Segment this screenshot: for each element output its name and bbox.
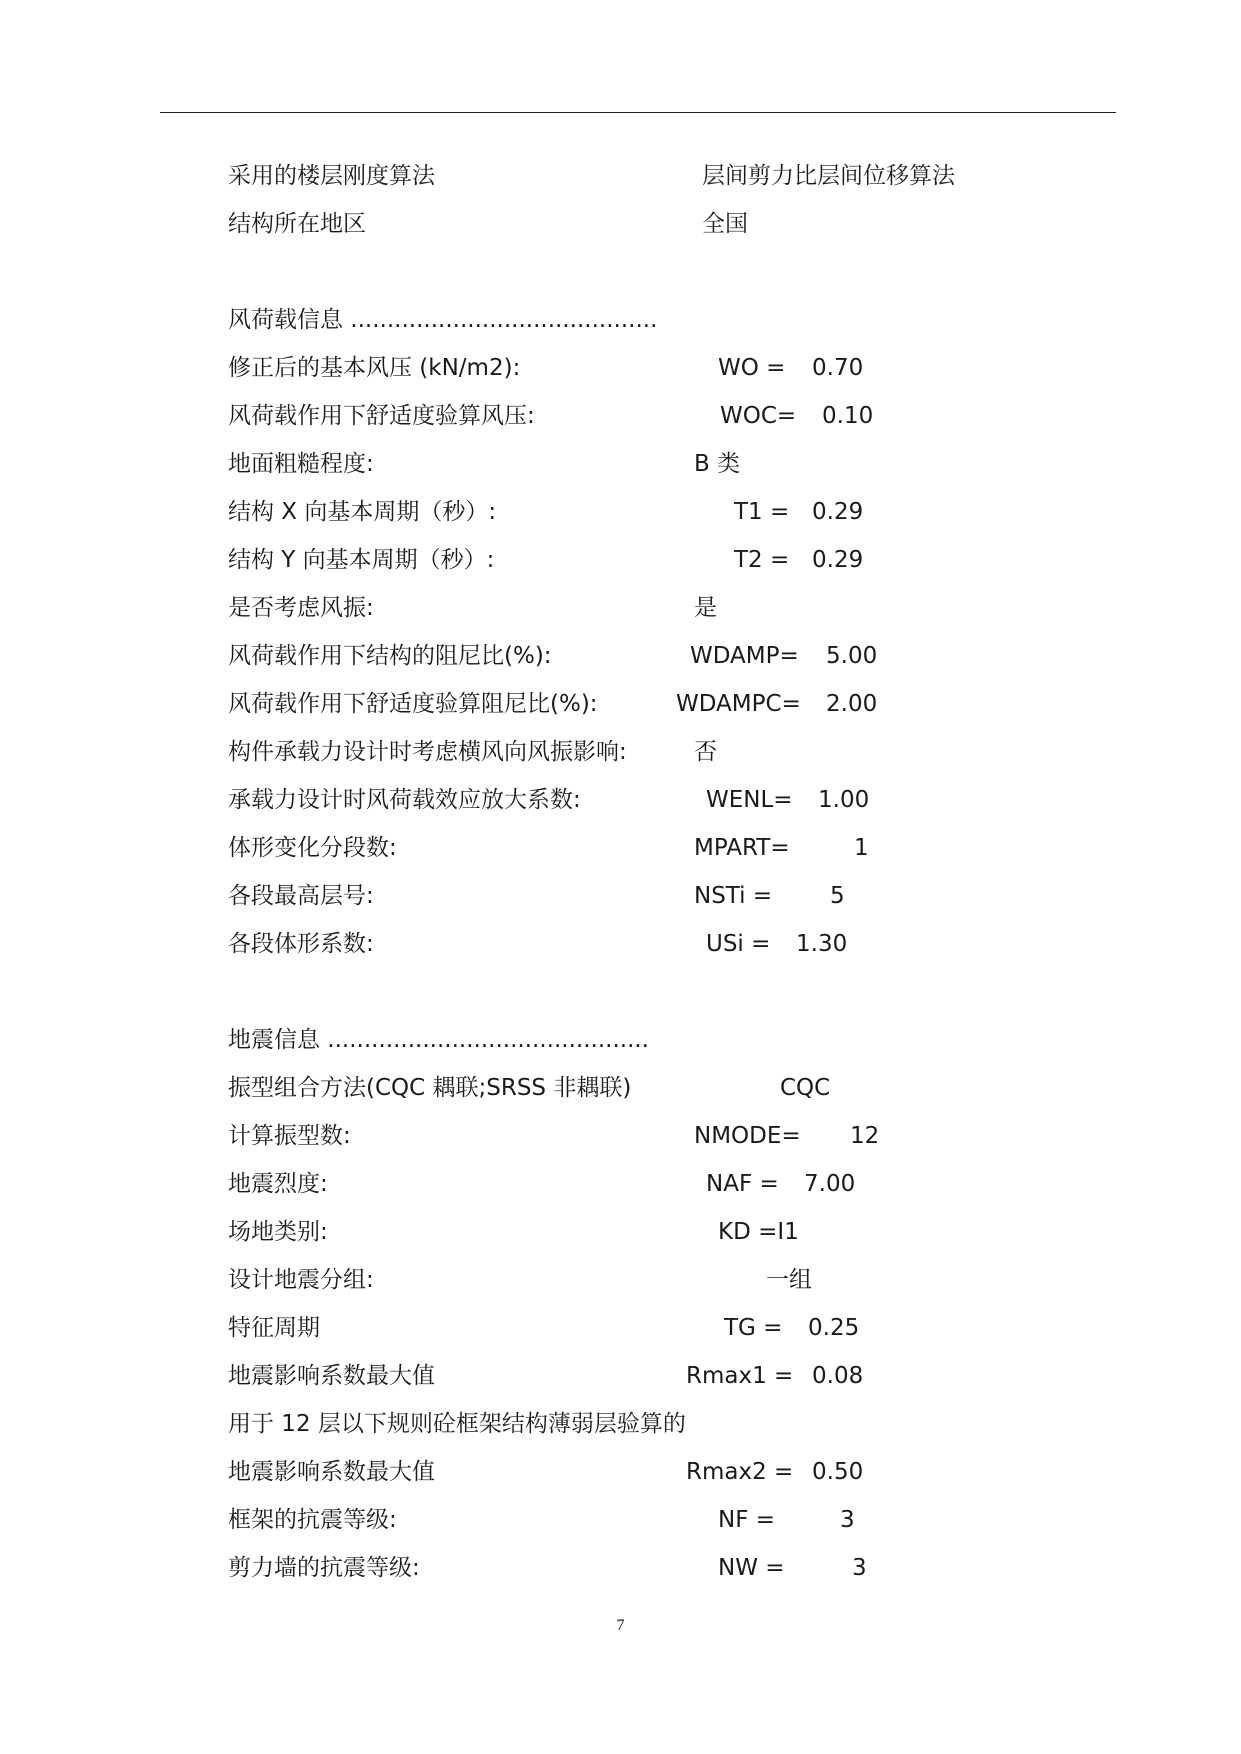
row-symbol: NW = — [718, 1555, 785, 1581]
row-label: 地震烈度: — [228, 1171, 328, 1197]
row-symbol: WO = — [718, 355, 786, 381]
row-symbol: WDAMPC= — [676, 691, 801, 717]
row-symbol: T2 = — [734, 547, 790, 573]
row-symbol: Rmax2 = — [686, 1459, 794, 1485]
row-label: 框架的抗震等级: — [228, 1507, 397, 1533]
row-value: B 类 — [694, 451, 741, 477]
row-value: 0.29 — [812, 547, 864, 573]
row-label: 地震影响系数最大值 — [228, 1459, 435, 1485]
row-label: 各段最高层号: — [228, 883, 374, 909]
row-symbol: NF = — [718, 1507, 776, 1533]
row-symbol: WOC= — [720, 403, 797, 429]
row-label: 是否考虑风振: — [228, 595, 374, 621]
row-symbol: WDAMP= — [690, 643, 799, 669]
section-title: 风荷载信息 .......................................... — [228, 307, 658, 333]
row-value: 12 — [850, 1123, 880, 1149]
row-label: 承载力设计时风荷载效应放大系数: — [228, 787, 581, 813]
row-value: 0.08 — [812, 1363, 864, 1389]
row-label: 地面粗糙程度: — [228, 451, 374, 477]
row-label: 振型组合方法(CQC 耦联;SRSS 非耦联) — [228, 1075, 632, 1101]
row-label: 特征周期 — [228, 1315, 320, 1341]
row-label: 各段体形系数: — [228, 931, 374, 957]
row-symbol: NAF = — [706, 1171, 779, 1197]
row-value: 一组 — [766, 1267, 812, 1293]
row-value: 7.00 — [804, 1171, 856, 1197]
row-value: 0.50 — [812, 1459, 864, 1485]
row-label: 结构 Y 向基本周期（秒）: — [228, 547, 495, 573]
row-symbol: Rmax1 = — [686, 1363, 794, 1389]
row-value: 全国 — [702, 211, 748, 237]
row-symbol: T1 = — [734, 499, 790, 525]
row-symbol: NMODE= — [694, 1123, 801, 1149]
row-value: 层间剪力比层间位移算法 — [702, 163, 955, 189]
row-label: 修正后的基本风压 (kN/m2): — [228, 355, 521, 381]
row-label: 计算振型数: — [228, 1123, 351, 1149]
row-symbol: USi = — [706, 931, 771, 957]
row-label: 风荷载作用下结构的阻尼比(%): — [228, 643, 552, 669]
row-label: 风荷载作用下舒适度验算风压: — [228, 403, 535, 429]
row-label: 设计地震分组: — [228, 1267, 374, 1293]
row-label: 结构所在地区 — [228, 211, 366, 237]
row-label: 构件承载力设计时考虑横风向风振影响: — [228, 739, 627, 765]
row-label: 地震影响系数最大值 — [228, 1363, 435, 1389]
row-symbol: TG = — [724, 1315, 783, 1341]
row-value: 3 — [852, 1555, 867, 1581]
row-label: 结构 X 向基本周期（秒）: — [228, 499, 497, 525]
row-value: 3 — [840, 1507, 855, 1533]
row-value: 是 — [694, 595, 717, 621]
row-label: 采用的楼层刚度算法 — [228, 163, 435, 189]
row-value: 否 — [694, 739, 717, 765]
row-value: 0.29 — [812, 499, 864, 525]
row-symbol: WENL= — [706, 787, 793, 813]
row-label: 用于 12 层以下规则砼框架结构薄弱层验算的 — [228, 1411, 686, 1437]
row-label: 风荷载作用下舒适度验算阻尼比(%): — [228, 691, 598, 717]
row-value: 0.10 — [822, 403, 874, 429]
row-value: KD =I1 — [718, 1219, 799, 1245]
row-value: 1 — [854, 835, 869, 861]
row-symbol: NSTi = — [694, 883, 773, 909]
row-value: 0.70 — [812, 355, 864, 381]
row-value: 2.00 — [826, 691, 878, 717]
row-value: 1.30 — [796, 931, 848, 957]
page-number: 7 — [616, 1617, 625, 1634]
header-rule — [160, 112, 1116, 113]
row-value: 0.25 — [808, 1315, 860, 1341]
row-value: 5.00 — [826, 643, 878, 669]
row-value: 1.00 — [818, 787, 870, 813]
section-title: 地震信息 ............................................ — [228, 1027, 649, 1053]
row-label: 体形变化分段数: — [228, 835, 397, 861]
row-label: 场地类别: — [228, 1219, 328, 1245]
row-value: CQC — [780, 1075, 831, 1101]
row-symbol: MPART= — [694, 835, 790, 861]
row-label: 剪力墙的抗震等级: — [228, 1555, 420, 1581]
row-value: 5 — [830, 883, 845, 909]
